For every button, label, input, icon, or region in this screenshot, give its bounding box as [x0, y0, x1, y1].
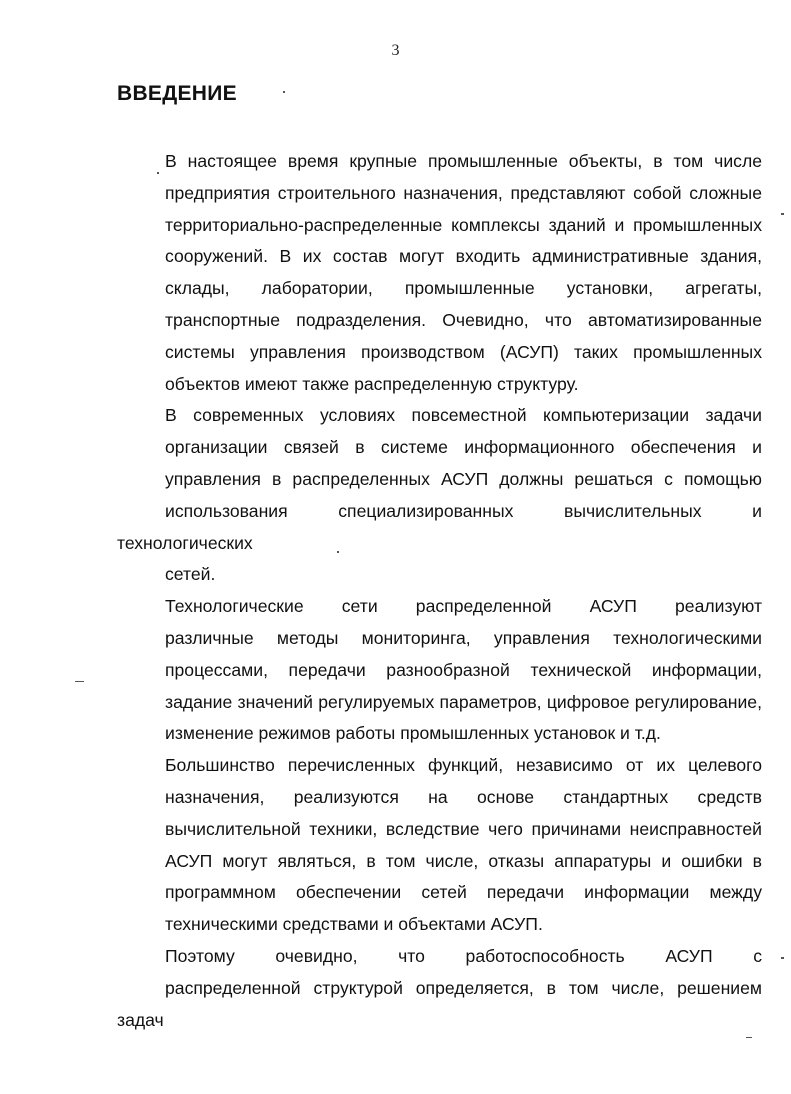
text-line: распределенной структурой определяется, в том числе, решением задач — [117, 977, 762, 1030]
section-heading: ВВЕДЕНИЕ — [117, 82, 237, 105]
scan-speck — [283, 91, 285, 93]
text-line: территориально-распределенные комплексы зданий и промышленных — [165, 214, 762, 235]
scan-speck — [746, 1037, 752, 1038]
text-line: различные методы мониторинга, управления технологическими — [165, 627, 762, 648]
text-line: управления в распределенных АСУП должны решаться с помощью — [165, 468, 762, 489]
text-line: процессами, передачи разнообразной технической информации, — [165, 659, 762, 680]
text-line: сооружений. В их состав могут входить административные здания, — [165, 246, 762, 267]
text-line: транспортные подразделения. Очевидно, что автоматизированные — [165, 309, 762, 330]
scan-speck — [781, 957, 784, 959]
body-text — [117, 146, 762, 1036]
text-line: Технологические сети распределенной АСУП реализуют — [165, 596, 762, 617]
paragraph — [117, 750, 762, 941]
text-line: склады, лаборатории, промышленные установки, агрегаты, — [165, 278, 762, 299]
text-line: В современных условиях повсеместной компьютеризации задачи — [165, 405, 762, 426]
text-line: сетей. — [165, 564, 216, 585]
text-line: Большинство перечисленных функций, независимо от их целевого — [165, 755, 762, 776]
text-line: системы управления производством (АСУП) таких промышленных — [165, 341, 762, 362]
text-line: предприятия строительного назначения, представляют собой сложные — [165, 182, 762, 203]
text-line: программном обеспечении сетей передачи информации между — [165, 882, 762, 903]
text-line: использования специализированных вычислительных и технологических — [117, 500, 762, 553]
scan-speck — [75, 681, 84, 682]
text-line: вычислительной техники, вследствие чего причинами неисправностей — [165, 818, 762, 839]
text-line: назначения, реализуются на основе стандартных средств — [165, 786, 762, 807]
text-line: АСУП могут являться, в том числе, отказы аппаратуры и ошибки в — [165, 850, 762, 871]
text-line: организации связей в системе информационного обеспечения и — [165, 437, 762, 458]
scan-speck — [157, 172, 159, 174]
text-line: изменение режимов работы промышленных установок и т.д. — [165, 723, 661, 744]
scan-speck — [781, 213, 784, 215]
page-number: 3 — [391, 42, 400, 59]
paragraph — [117, 941, 762, 1036]
text-line: техническими средствами и объектами АСУП. — [165, 914, 543, 935]
paragraph — [117, 146, 762, 400]
text-line: В настоящее время крупные промышленные объекты, в том числе — [165, 151, 762, 171]
scan-speck — [337, 551, 339, 553]
text-line: Поэтому очевидно, что работоспособность АСУП с — [165, 945, 762, 966]
paragraph — [117, 400, 762, 591]
paragraph — [117, 591, 762, 750]
text-line: задание значений регулируемых параметров, цифровое регулирование, — [165, 691, 762, 712]
text-line: объектов имеют также распределенную структуру. — [165, 373, 579, 394]
